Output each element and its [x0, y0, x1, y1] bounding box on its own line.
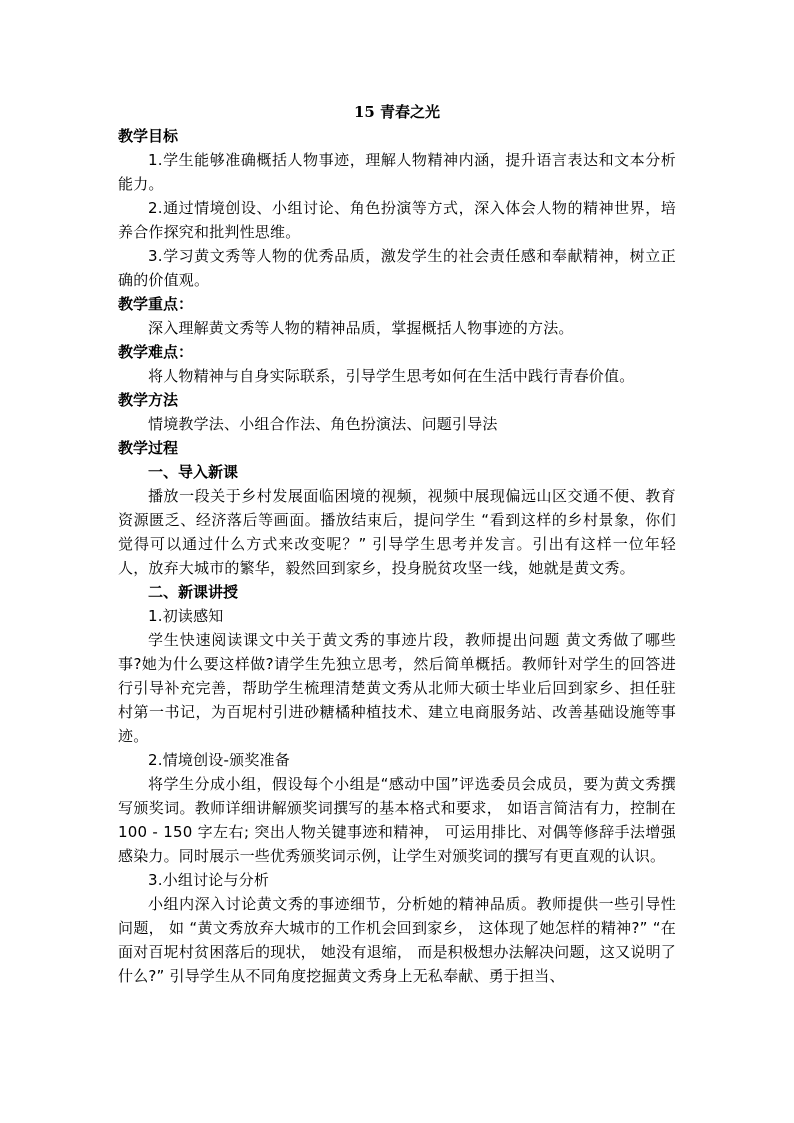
section-subheading: 一、导入新课 — [148, 463, 239, 481]
body-paragraph: 小组内深入讨论黄文秀的事迹细节，分析她的精神品质。教师提供一些引导性问题， 如 “黄文秀放弃大城市的工作机会回到家乡， 这体现了她怎样的精神?” “在面对百坭村贫困落后的现状， 她没有退缩， 而是积极想办法解决问题，这又说明了什么?” 引导学生从不同角度挖掘黄文秀身上无私奉献、勇于担当、 — [118, 895, 676, 985]
body-paragraph: 播放一段关于乡村发展面临困境的视频，视频中展现偏远山区交通不便、教育资源匮乏、经济落后等画面。播放结束后，提问学生 “看到这样的乡村景象，你们觉得可以通过什么方式来改变呢？” 引导学生思考并发言。引出有这样一位年轻人，放弃大城市的繁华，毅然回到家乡，投身脱贫攻坚一线，她就是黄文秀。 — [118, 487, 676, 577]
document-title: 15 青春之光 — [353, 103, 441, 121]
body-paragraph: 2.情境创设-颁奖准备 — [148, 751, 290, 769]
section-heading: 教学重点： — [118, 295, 194, 313]
body-paragraph: 3.小组讨论与分析 — [148, 871, 270, 889]
section-subheading: 二、新课讲授 — [148, 583, 239, 601]
section-heading: 教学目标 — [118, 127, 179, 145]
document-page — [118, 100, 676, 988]
body-paragraph: 将学生分成小组，假设每个小组是“感动中国”评选委员会成员，要为黄文秀撰写颁奖词。教师详细讲解颁奖词撰写的基本格式和要求， 如语言简洁有力，控制在 100 - 150 字左右; 突出人物关键事迹和精神， 可运用排比、对偶等修辞手法增强感染力。同时展示一些优秀颁奖词示例，让学生对颁奖词的撰写有更直观的认识。 — [118, 775, 676, 865]
body-paragraph: 1.初读感知 — [148, 607, 224, 625]
body-paragraph: 2.通过情境创设、小组讨论、角色扮演等方式，深入体会人物的精神世界，培养合作探究和批判性思维。 — [118, 199, 676, 241]
document-body — [118, 124, 676, 988]
body-paragraph: 深入理解黄文秀等人物的精神品质，掌握概括人物事迹的方法。 — [148, 319, 574, 337]
body-paragraph: 情境教学法、小组合作法、角色扮演法、问题引导法 — [148, 415, 498, 433]
body-paragraph: 1.学生能够准确概括人物事迹，理解人物精神内涵，提升语言表达和文本分析能力。 — [118, 151, 676, 193]
body-paragraph: 3.学习黄文秀等人物的优秀品质，激发学生的社会责任感和奉献精神，树立正确的价值观。 — [118, 247, 676, 289]
body-paragraph: 将人物精神与自身实际联系，引导学生思考如何在生活中践行青春价值。 — [148, 367, 635, 385]
section-heading: 教学难点： — [118, 343, 194, 361]
section-heading: 教学方法 — [118, 391, 179, 409]
section-heading: 教学过程 — [118, 439, 179, 457]
body-paragraph: 学生快速阅读课文中关于黄文秀的事迹片段，教师提出问题 黄文秀做了哪些事?她为什么要这样做?请学生先独立思考，然后简单概括。教师针对学生的回答进行引导补充完善，帮助学生梳理清楚黄文秀从北师大硕士毕业后回到家乡、担任驻村第一书记，为百坭村引进砂糖橘种植技术、建立电商服务站、改善基础设施等事迹。 — [118, 631, 676, 745]
